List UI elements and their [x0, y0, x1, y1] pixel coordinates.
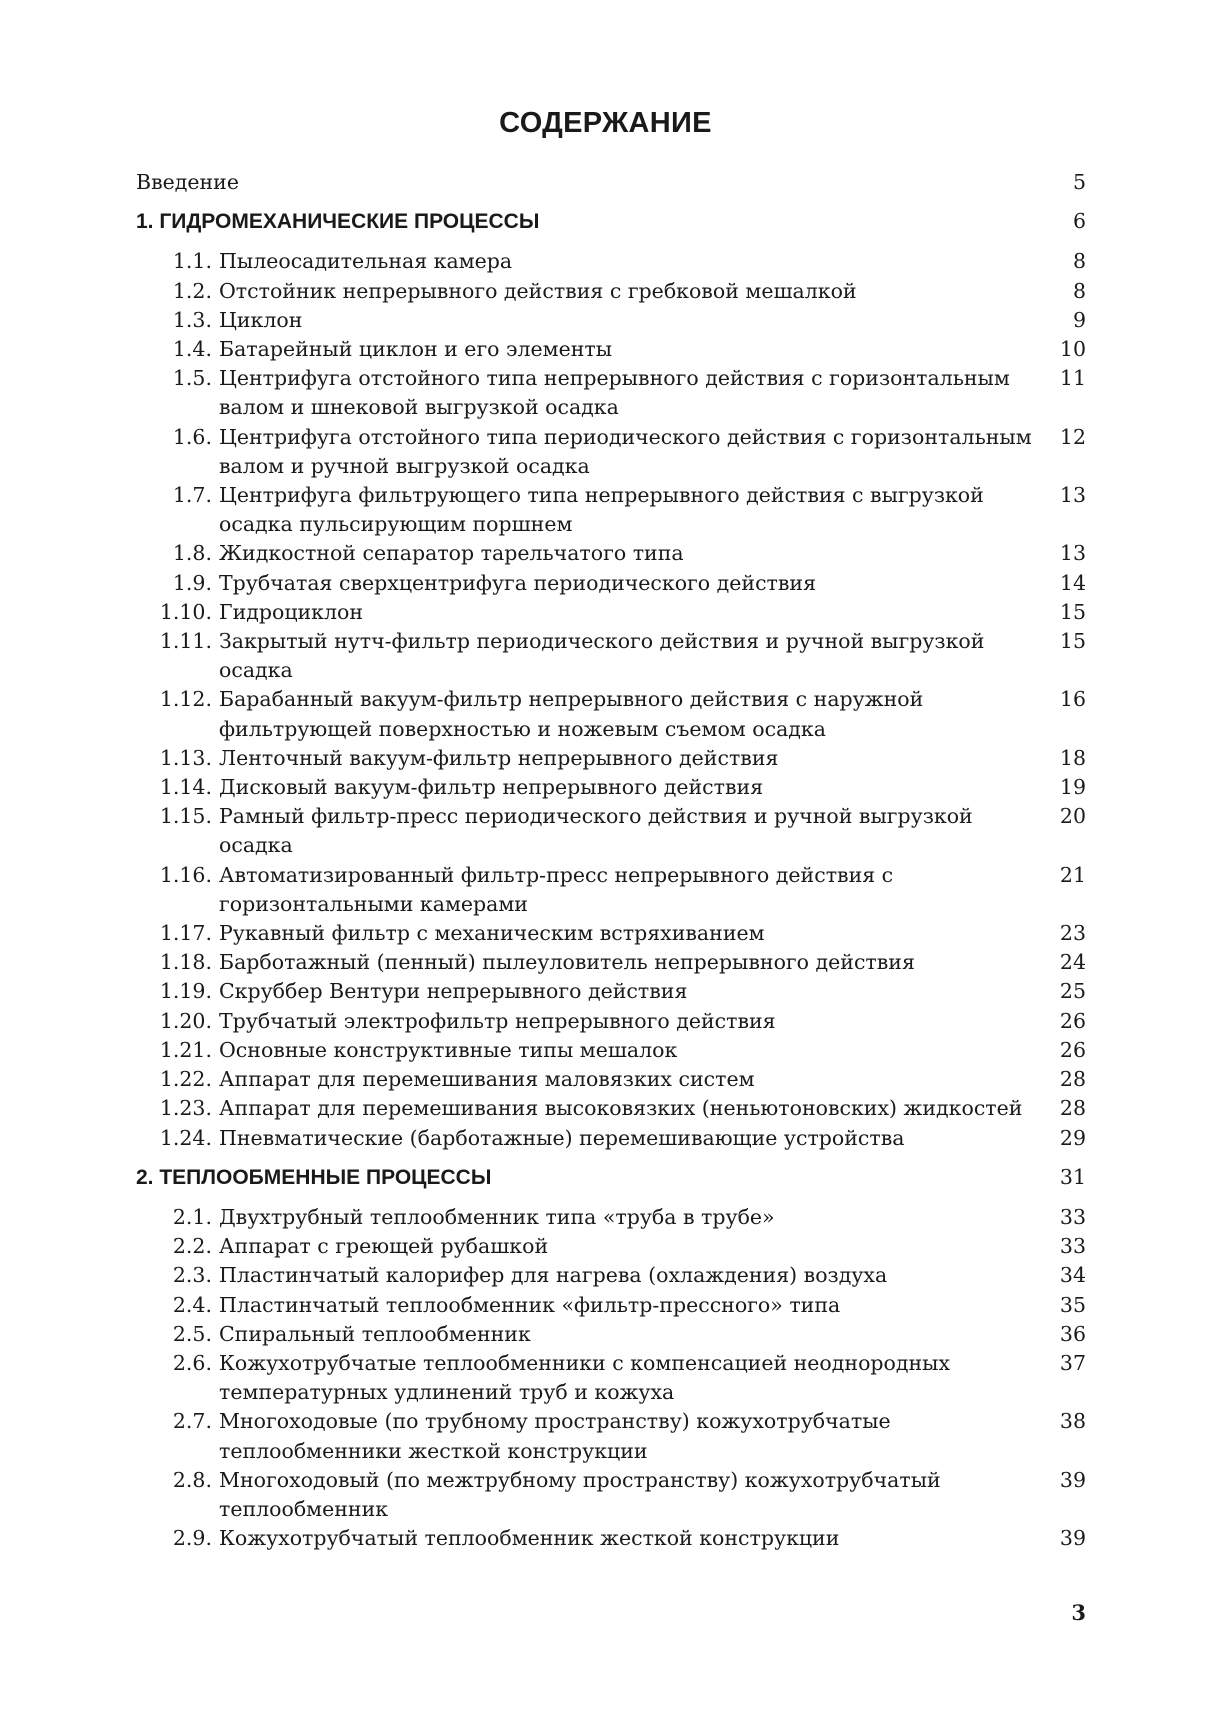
- toc-entry[interactable]: [136, 919, 1086, 948]
- toc-entry-page: 11: [1059, 366, 1086, 391]
- toc-section-page: 6: [1072, 209, 1086, 234]
- toc-entry-number: 1.23.: [159, 1096, 212, 1121]
- toc-entry-title: Трубчатый электрофильтр непрерывного действия: [219, 1008, 776, 1033]
- toc-entry-number: 1.3.: [172, 307, 212, 332]
- table-of-contents: [136, 168, 1086, 1553]
- toc-entry[interactable]: [136, 773, 1086, 802]
- toc-entry[interactable]: [136, 1007, 1086, 1036]
- toc-entry[interactable]: [136, 1466, 1086, 1524]
- toc-entry-page: 20: [1059, 804, 1086, 829]
- toc-entry-page: 36: [1059, 1321, 1086, 1346]
- toc-section-title: 1. ГИДРОМЕХАНИЧЕСКИЕ ПРОЦЕССЫ: [136, 210, 540, 234]
- toc-entry-title: Барабанный вакуум-фильтр непрерывного действия с наружной фильтрующей поверхностью и ножевым съемом осадка: [219, 687, 924, 741]
- toc-entry[interactable]: [136, 1261, 1086, 1290]
- toc-entry-page: 13: [1059, 483, 1086, 508]
- toc-entry-page: 26: [1059, 1008, 1086, 1033]
- toc-entry[interactable]: [136, 306, 1086, 335]
- toc-section-page: 31: [1059, 1164, 1086, 1189]
- toc-entry[interactable]: [136, 1036, 1086, 1065]
- toc-entry-title: Барботажный (пенный) пылеуловитель непрерывного действия: [219, 950, 915, 975]
- toc-entry[interactable]: [136, 1349, 1086, 1407]
- toc-entry[interactable]: [136, 627, 1086, 685]
- toc-entry-number: 1.22.: [159, 1067, 212, 1092]
- toc-entry-title: Спиральный теплообменник: [219, 1321, 531, 1346]
- toc-entry-page: 18: [1059, 745, 1086, 770]
- toc-entry[interactable]: [136, 1407, 1086, 1465]
- toc-entry-page: 25: [1059, 979, 1086, 1004]
- toc-entry-number: 1.2.: [172, 278, 212, 303]
- toc-entry[interactable]: [136, 802, 1086, 860]
- toc-entry[interactable]: [136, 539, 1086, 568]
- toc-section-heading[interactable]: [136, 1163, 1086, 1192]
- toc-entry[interactable]: [136, 1124, 1086, 1153]
- toc-entry-title: Введение: [136, 170, 239, 194]
- toc-entry-title: Рукавный фильтр с механическим встряхиванием: [219, 921, 765, 946]
- toc-entry-number: 1.13.: [159, 745, 212, 770]
- toc-entry-number: 2.1.: [172, 1204, 212, 1229]
- toc-entry-number: 1.4.: [172, 337, 212, 362]
- toc-entry-page: 15: [1059, 599, 1086, 624]
- toc-entry-page: 15: [1059, 629, 1086, 654]
- toc-entry[interactable]: [136, 1094, 1086, 1123]
- toc-entry-number: 2.4.: [172, 1292, 212, 1317]
- toc-entry-page: 28: [1059, 1096, 1086, 1121]
- toc-entry-page: 9: [1072, 307, 1086, 332]
- toc-entry-number: 1.6.: [172, 424, 212, 449]
- toc-section-heading[interactable]: [136, 207, 1086, 236]
- toc-entry[interactable]: [136, 247, 1086, 276]
- toc-entry-number: 1.18.: [159, 950, 212, 975]
- toc-entry-title: Двухтрубный теплообменник типа «труба в трубе»: [219, 1204, 775, 1229]
- toc-entry-title: Многоходовый (по межтрубному пространству) кожухотрубчатый теплообменник: [219, 1467, 941, 1521]
- toc-entry-number: 1.21.: [159, 1037, 212, 1062]
- toc-entry-title: Пылеосадительная камера: [219, 249, 513, 274]
- toc-entry[interactable]: [136, 744, 1086, 773]
- toc-entry-number: 1.19.: [159, 979, 212, 1004]
- toc-entry-title: Кожухотрубчатые теплообменники с компенсацией неоднородных температурных удлинений труб и кожуха: [219, 1350, 951, 1405]
- toc-entry-title: Трубчатая сверхцентрифуга периодического действия: [219, 570, 817, 595]
- toc-entry-number: 2.3.: [172, 1263, 212, 1288]
- toc-entry-page: 38: [1059, 1409, 1086, 1434]
- toc-entry-number: 1.11.: [159, 629, 212, 654]
- toc-entry-page: 23: [1059, 921, 1086, 946]
- toc-entry-page: 8: [1072, 278, 1086, 303]
- toc-entry[interactable]: [136, 481, 1086, 539]
- toc-entry-number: 1.5.: [172, 366, 212, 391]
- toc-entry-number: 2.6.: [172, 1350, 212, 1375]
- toc-entry[interactable]: [136, 277, 1086, 306]
- toc-entry[interactable]: [136, 861, 1086, 919]
- toc-entry[interactable]: [136, 1291, 1086, 1320]
- toc-entry-number: 1.10.: [159, 599, 212, 624]
- toc-entry-page: 39: [1059, 1526, 1086, 1551]
- toc-entry-page: 29: [1059, 1125, 1086, 1150]
- toc-entry-page: 16: [1059, 687, 1086, 712]
- toc-entry[interactable]: [136, 977, 1086, 1006]
- toc-entry-title: Батарейный циклон и его элементы: [219, 337, 613, 362]
- toc-entry-title: Закрытый нутч-фильтр периодического действия и ручной выгрузкой осадка: [219, 629, 985, 683]
- toc-entry-title: Пневматические (барботажные) перемешивающие устройства: [219, 1125, 905, 1150]
- toc-entry-title: Циклон: [219, 307, 303, 332]
- toc-entry[interactable]: [136, 364, 1086, 422]
- toc-entry-page: 8: [1072, 249, 1086, 274]
- toc-entry-number: 2.9.: [172, 1526, 212, 1551]
- toc-entry-title: Многоходовые (по трубному пространству) кожухотрубчатые теплообменники жесткой конструкции: [219, 1409, 891, 1463]
- page-number: 3: [1071, 1600, 1086, 1625]
- toc-entry-title: Рамный фильтр-пресс периодического действия и ручной выгрузкой осадка: [219, 804, 973, 858]
- toc-entry-page: 24: [1059, 950, 1086, 975]
- toc-entry-page: 12: [1059, 424, 1086, 449]
- toc-entry-title: Отстойник непрерывного действия с гребковой мешалкой: [219, 278, 857, 303]
- toc-entry-number: 1.7.: [172, 483, 212, 508]
- toc-entry-title: Гидроциклон: [219, 599, 364, 624]
- toc-entry-page: 21: [1059, 862, 1086, 887]
- toc-entry-page: 10: [1059, 337, 1086, 362]
- toc-entry-number: 1.1.: [172, 249, 212, 274]
- toc-entry-title: Аппарат с греющей рубашкой: [219, 1234, 549, 1259]
- toc-entry-page: 33: [1059, 1204, 1086, 1229]
- toc-entry-number: 2.7.: [172, 1409, 212, 1434]
- toc-entry-number: 2.8.: [172, 1467, 212, 1492]
- toc-entry[interactable]: [136, 948, 1086, 977]
- toc-section-title: 2. ТЕПЛООБМЕННЫЕ ПРОЦЕССЫ: [136, 1165, 492, 1189]
- toc-entry-page: 34: [1059, 1263, 1086, 1288]
- toc-entry-number: 1.9.: [172, 570, 212, 595]
- toc-entry[interactable]: [136, 1232, 1086, 1261]
- toc-entry[interactable]: [136, 1065, 1086, 1094]
- toc-entry-page: 26: [1059, 1037, 1086, 1062]
- toc-entry[interactable]: [136, 1524, 1086, 1553]
- toc-entry[interactable]: [136, 685, 1086, 743]
- toc-entry-intro[interactable]: [136, 168, 1086, 197]
- toc-entry-title: Кожухотрубчатый теплообменник жесткой конструкции: [219, 1526, 840, 1551]
- toc-entry-number: 2.2.: [172, 1234, 212, 1259]
- toc-entry-number: 2.5.: [172, 1321, 212, 1346]
- page-title: СОДЕРЖАНИЕ: [499, 107, 712, 139]
- toc-entry-title: Жидкостной сепаратор тарельчатого типа: [219, 541, 684, 566]
- toc-entry-number: 1.15.: [159, 804, 212, 829]
- toc-entry-title: Основные конструктивные типы мешалок: [219, 1037, 678, 1062]
- toc-entry[interactable]: [136, 598, 1086, 627]
- toc-entry-page: 28: [1059, 1067, 1086, 1092]
- toc-entry-page: 33: [1059, 1234, 1086, 1259]
- toc-entry-number: 1.8.: [172, 541, 212, 566]
- toc-entry-page: 35: [1059, 1292, 1086, 1317]
- toc-entry-title: Пластинчатый теплообменник «фильтр-прессного» типа: [219, 1292, 841, 1317]
- toc-entry-title: Автоматизированный фильтр-пресс непрерывного действия с горизонтальными камерами: [219, 862, 894, 916]
- toc-entry[interactable]: [136, 1320, 1086, 1349]
- toc-entry[interactable]: [136, 569, 1086, 598]
- toc-entry-title: Аппарат для перемешивания маловязких систем: [219, 1067, 755, 1092]
- toc-entry-page: 13: [1059, 541, 1086, 566]
- toc-entry-title: Скруббер Вентури непрерывного действия: [219, 979, 688, 1004]
- toc-entry-number: 1.16.: [159, 862, 212, 887]
- toc-entry[interactable]: [136, 423, 1086, 481]
- toc-entry-page: 37: [1059, 1350, 1086, 1375]
- toc-entry-title: Центрифуга отстойного типа непрерывного действия с горизонтальным валом и шнековой выгрузкой осадка: [219, 366, 1010, 420]
- toc-entry[interactable]: [136, 1203, 1086, 1232]
- toc-entry-number: 1.24.: [159, 1125, 212, 1150]
- toc-entry-page: 19: [1059, 775, 1086, 800]
- toc-entry-title: Пластинчатый калорифер для нагрева (охлаждения) воздуха: [219, 1263, 888, 1288]
- toc-entry-number: 1.20.: [159, 1008, 212, 1033]
- toc-entry-page: 14: [1059, 570, 1086, 595]
- toc-entry-title: Аппарат для перемешивания высоковязких (неньютоновских) жидкостей: [219, 1096, 1023, 1121]
- toc-entry-title: Центрифуга фильтрующего типа непрерывного действия с выгрузкой осадка пульсирующим поршнем: [219, 483, 984, 537]
- toc-entry-title: Центрифуга отстойного типа периодического действия с горизонтальным валом и ручной выгрузкой осадка: [219, 424, 1032, 478]
- toc-entry-page: 39: [1059, 1467, 1086, 1492]
- toc-entry-number: 1.14.: [159, 775, 212, 800]
- toc-entry-title: Ленточный вакуум-фильтр непрерывного действия: [219, 745, 779, 770]
- toc-entry-page: 5: [1072, 170, 1086, 194]
- toc-entry-title: Дисковый вакуум-фильтр непрерывного действия: [219, 775, 764, 800]
- toc-entry-number: 1.12.: [159, 687, 212, 712]
- toc-entry[interactable]: [136, 335, 1086, 364]
- toc-entry-number: 1.17.: [159, 921, 212, 946]
